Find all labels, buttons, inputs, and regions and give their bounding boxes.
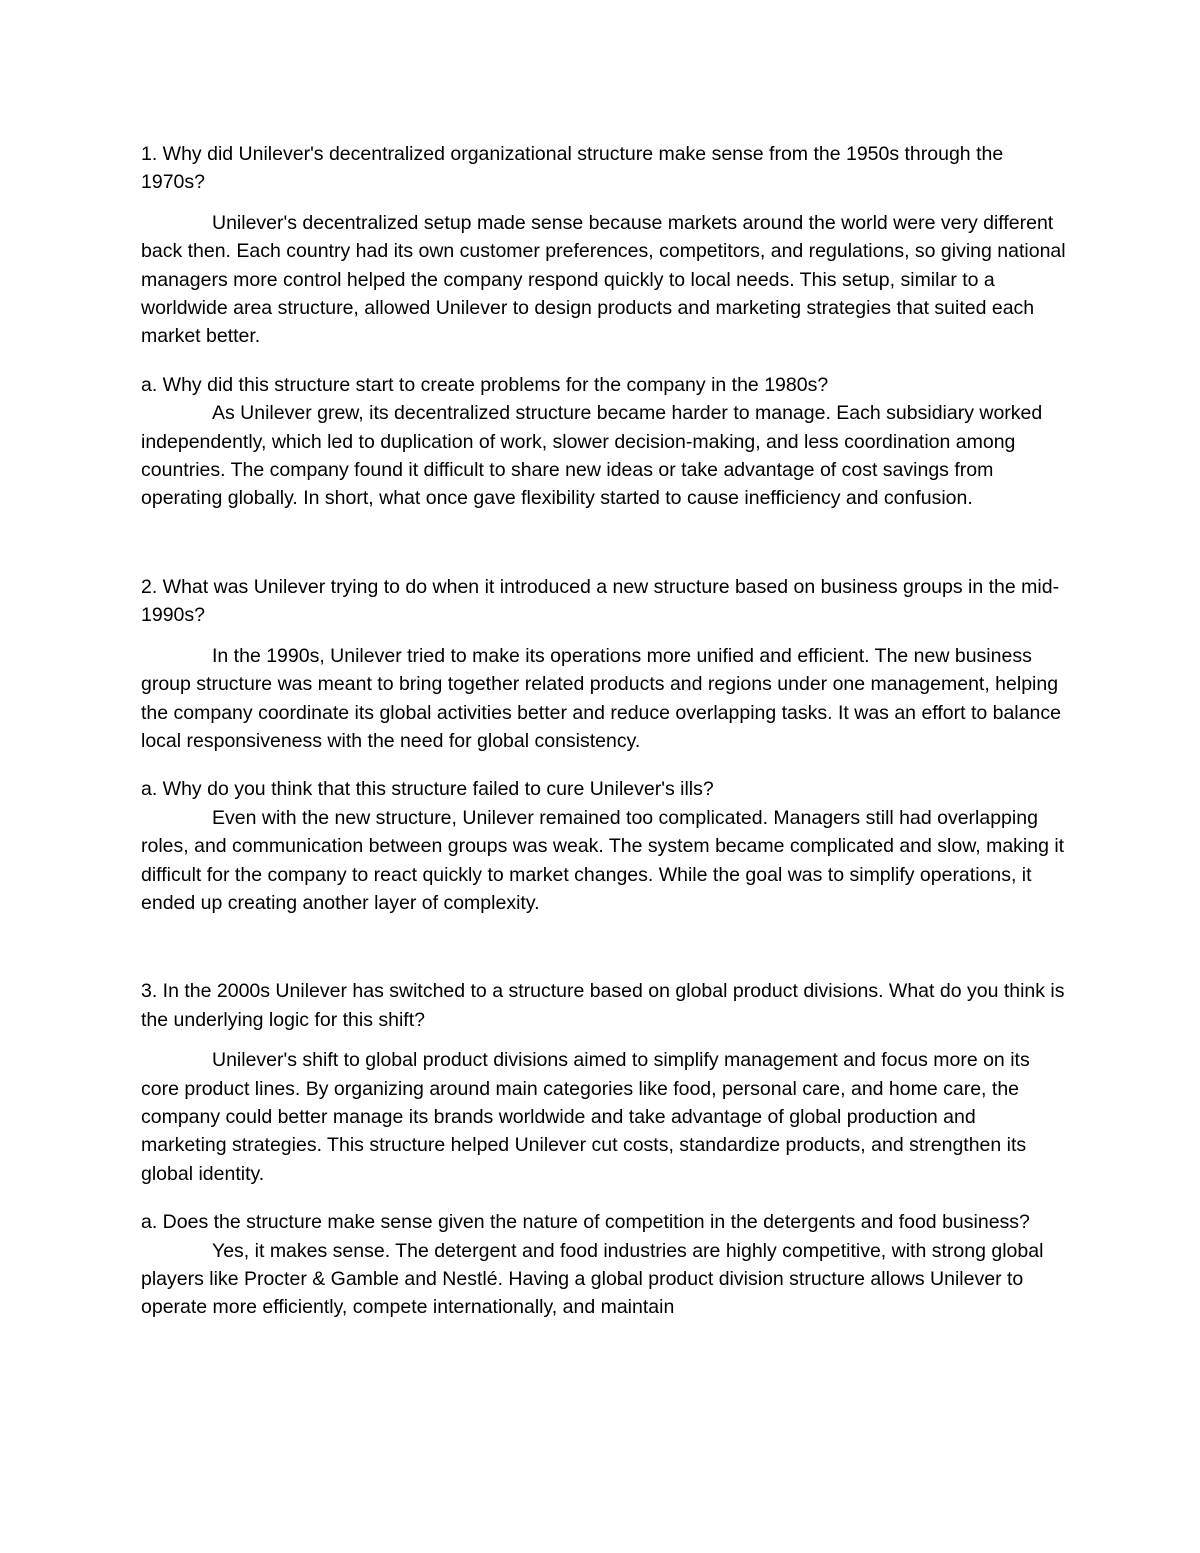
section-3 [141,977,1066,1321]
sub-question-3a: a. Does the structure make sense given the nature of competition in the detergents and food business? [141,1211,1030,1234]
sub-question-2a: a. Why do you think that this structure failed to cure Unilever's ills? [141,778,714,801]
sub-answer-1a: As Unilever grew, its decentralized structure became harder to manage. Each subsidiary worked independently, which led to duplication of work, slower decision-making, and less coordination among countries. The company found it difficult to share new ideas or take advantage of cost savings from operating globally. In short, what once gave flexibility started to cause inefficiency and confusion. [141,402,1043,510]
sub-answer-3a: Yes, it makes sense. The detergent and food industries are highly competitive, with strong global players like Procter & Gamble and Nestlé. Having a global product division structure allows Unilever to operate more efficiently, compete internationally, and maintain [141,1239,1044,1319]
section-2 [141,573,1066,917]
section-1 [141,140,1066,513]
section-gap [141,917,1066,977]
sub-question-1a: a. Why did this structure start to create problems for the company in the 1980s? [141,373,829,396]
question-2: 2. What was Unilever trying to do when it introduced a new structure based on business groups in the mid-1990s? [141,575,1060,627]
section-gap [141,513,1066,573]
document-page [141,140,1066,1322]
sub-answer-2a: Even with the new structure, Unilever remained too complicated. Managers still had overlapping roles, and communication between groups was weak. The system became complicated and slow, making it difficult for the company to react quickly to market changes. While the goal was to simplify operations, it ended up creating another layer of complexity. [141,806,1065,914]
question-3: 3. In the 2000s Unilever has switched to a structure based on global product divisions. What do you think is the underlying logic for this shift? [141,980,1065,1031]
question-1: 1. Why did Unilever's decentralized organizational structure make sense from the 1950s through the 1970s? [141,143,1004,194]
answer-2: In the 1990s, Unilever tried to make its operations more unified and efficient. The new business group structure was meant to bring together related products and regions under one management, helping the company coordinate its global activities better and reduce overlapping tasks. It was an effort to balance local responsiveness with the need for global consistency. [141,644,1061,752]
answer-3: Unilever's shift to global product divisions aimed to simplify management and focus more on its core product lines. By organizing around main categories like food, personal care, and home care, the company could better manage its brands worldwide and take advantage of global production and marketing strategies. This structure helped Unilever cut costs, standardize products, and strengthen its global identity. [141,1049,1030,1185]
answer-1: Unilever's decentralized setup made sense because markets around the world were very different back then. Each country had its own customer preferences, competitors, and regulations, so giving national managers more control helped the company respond quickly to local needs. This setup, similar to a worldwide area structure, allowed Unilever to design products and marketing strategies that suited each market better. [141,211,1066,348]
